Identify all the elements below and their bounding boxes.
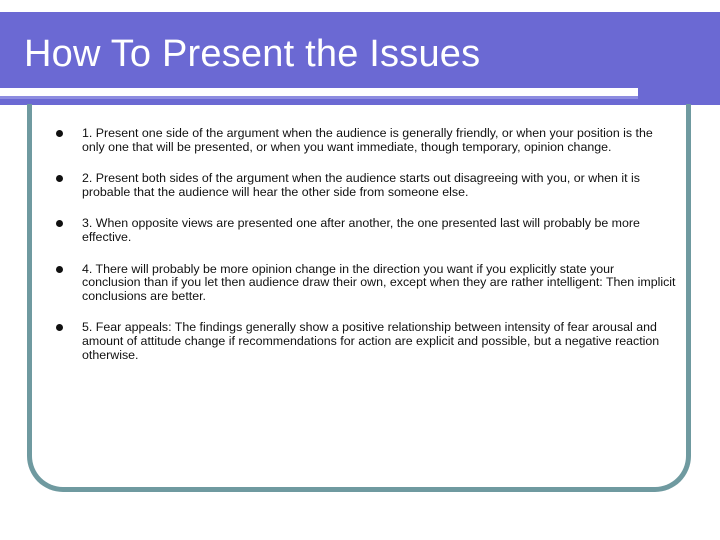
slide-title: How To Present the Issues <box>24 33 481 75</box>
bullet-dot-icon <box>56 324 63 331</box>
bullet-text: 3. When opposite views are presented one after another, the one presented last will probably be more effective. <box>82 216 640 244</box>
bullet-text: 4. There will probably be more opinion change in the direction you want if you explicitly state your conclusion than if you let then audience draw their own, except when they are rather intelligent: Then implicit conclusions are better. <box>82 261 676 303</box>
bullet-dot-icon <box>56 266 63 273</box>
bullet-list <box>56 127 676 380</box>
bullet-item <box>56 172 676 199</box>
title-underline-shadow <box>0 96 638 99</box>
bullet-item <box>56 127 676 154</box>
title-underline <box>0 88 638 96</box>
bullet-text: 1. Present one side of the argument when the audience is generally friendly, or when your position is the only one that will be presented, or when you want immediate, though temporary, opinion change. <box>82 126 653 154</box>
bullet-dot-icon <box>56 175 63 182</box>
bullet-text: 2. Present both sides of the argument when the audience starts out disagreeing with you, or when it is probable that the audience will hear the other side from someone else. <box>82 171 640 199</box>
bullet-item <box>56 263 676 304</box>
bullet-item <box>56 217 676 244</box>
bullet-text: 5. Fear appeals: The findings generally show a positive relationship between intensity of fear arousal and amount of attitude change if recommendations for action are explicit and possible, but a negative reaction otherwise. <box>82 320 660 362</box>
bullet-dot-icon <box>56 130 63 137</box>
bullet-item <box>56 321 676 362</box>
bullet-dot-icon <box>56 220 63 227</box>
